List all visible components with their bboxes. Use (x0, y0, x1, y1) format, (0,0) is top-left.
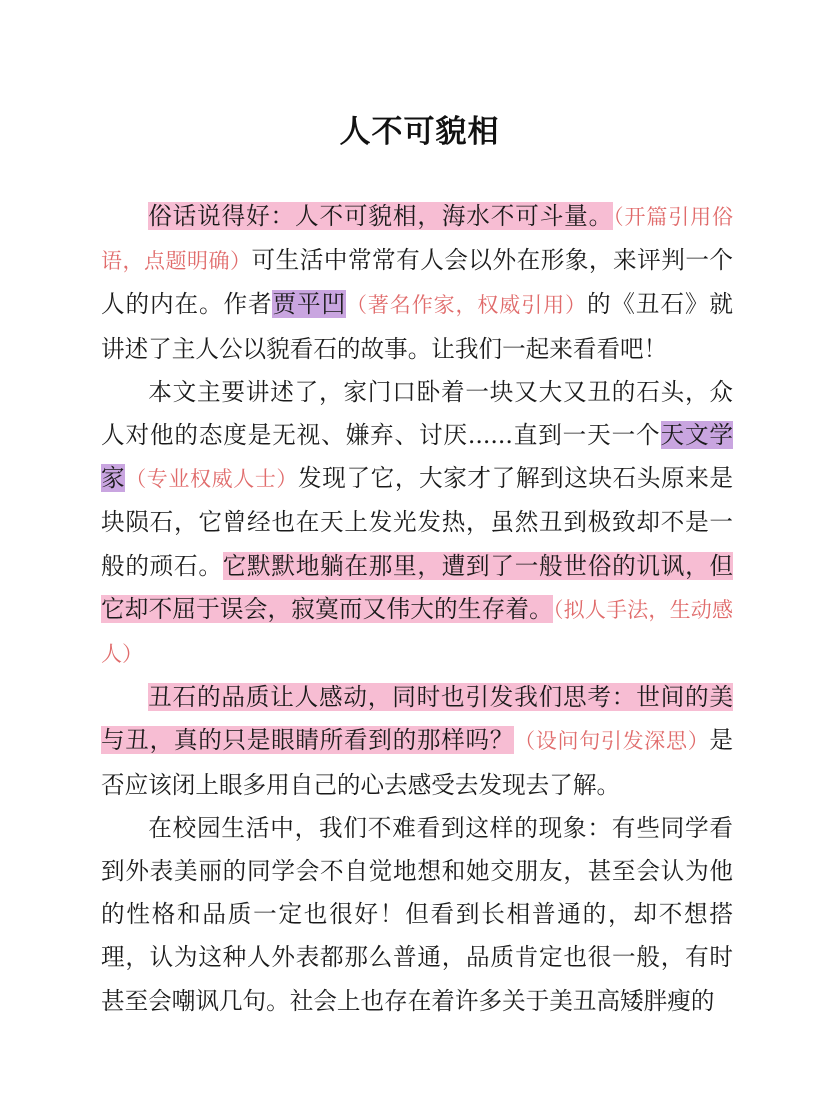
essay-paragraph (101, 195, 733, 371)
body-text-segment: 在校园生活中，我们不难看到这样的现象：有些同学看到外表美丽的同学会不自觉地想和她交朋友，甚至会认为他的性格和品质一定也很好！但看到长相普通的，却不想搭理，认为这种人外表都那么普通，品质肯定也很一般，有时甚至会嘲讽几句。社会上也存在着许多关于美丑高矮胖瘦的 (101, 813, 733, 1015)
essay-paragraph (101, 676, 733, 807)
page-title: 人不可貌相 (339, 114, 500, 150)
essay-paragraph (101, 807, 733, 1023)
body-text-segment: 是否应该闭上眼多用自己的心去感受去发现去了解。 (101, 726, 734, 799)
highlighted-sentence: 俗话说得好：人不可貌相，海水不可斗量。 (148, 202, 614, 230)
highlighted-sentence: 它默默地躺在那里，遭到了一般世俗的讥讽，但它却不屈于误会，寂寞而又伟大的生存着。 (101, 551, 734, 623)
highlighted-name: 贾平凹 (272, 290, 346, 319)
annotation-note: （专业权威人士） (125, 467, 299, 492)
annotation-note: （拟人手法，生动感人） (101, 597, 733, 667)
essay-paragraph (101, 371, 733, 676)
highlighted-name: 天文学家 (101, 421, 734, 493)
body-text-segment: 本文主要讲述了，家门口卧着一块又大又丑的石头，众人对他的态度是无视、嫌弃、讨厌......直到一天一个 (101, 377, 733, 450)
annotation-note: （设问句引发深思） (514, 729, 710, 754)
annotation-note: （开篇引用俗语，点题明确） (101, 205, 734, 274)
body-text-segment: 可生活中常常有人会以外在形象，来评判一个人的内在。作者 (101, 246, 734, 319)
highlighted-sentence: 丑石的品质让人感动，同时也引发我们思考：世间的美与丑，真的只是眼睛所看到的那样吗？ (101, 683, 733, 755)
essay-body (101, 195, 733, 1023)
body-text-segment: 发现了它，大家才了解到这块石头原来是块陨石，它曾经也在天上发光发热，虽然丑到极致却不是一般的顽石。 (101, 464, 734, 580)
annotation-note: （著名作家，权威引用） (345, 293, 587, 318)
body-text-segment: 的《丑石》就讲述了主人公以貌看石的故事。让我们一起来看看吧！ (101, 290, 734, 363)
